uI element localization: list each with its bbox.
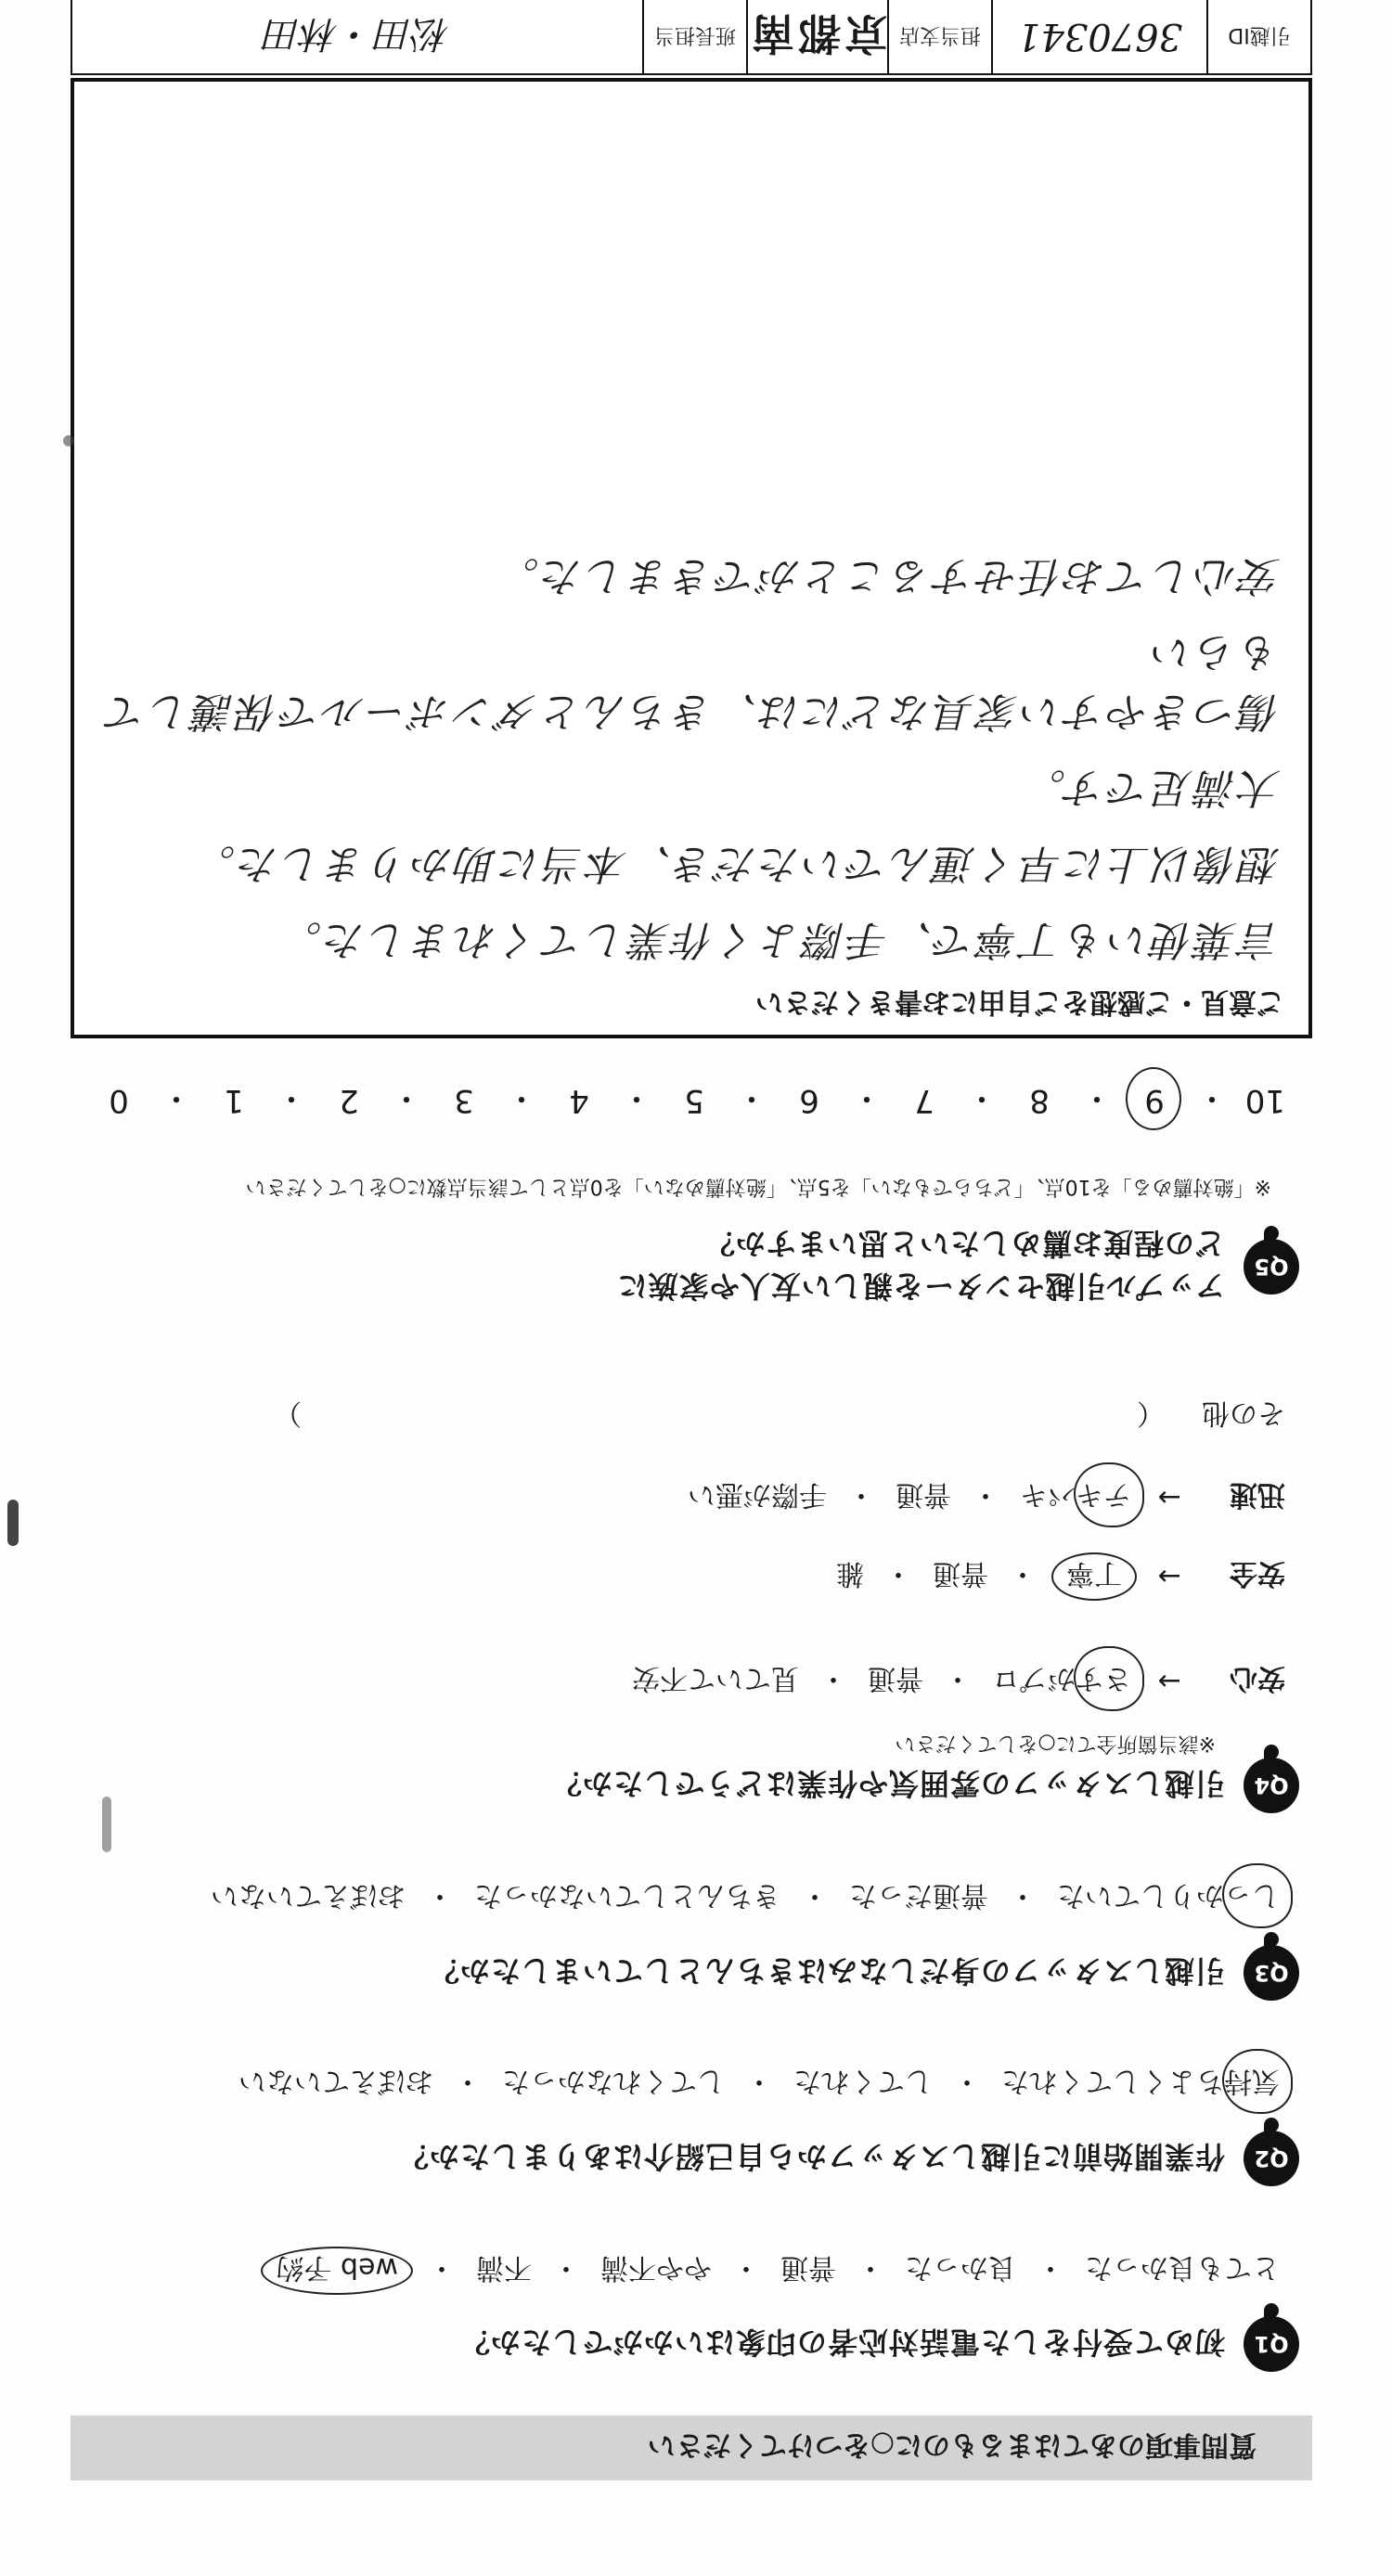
arrow-icon: → [1157,1560,1181,1593]
scan-speck [63,435,74,446]
comment-line: 想像以上に早く運んでいただき、本当に助かりました。 [191,840,1281,887]
q5-score[interactable]: 4 [569,1082,589,1120]
q4-note: ※該当箇所全てに○をしてください [895,1732,1216,1755]
q4-option[interactable]: 普通 [868,1662,923,1694]
q4-option[interactable]: 普通 [896,1478,951,1511]
comment-line: 大満足です。 [1022,764,1281,811]
q3-badge: Q3 [1244,1945,1299,2001]
q5-score-selected[interactable]: 9 [1139,1083,1170,1120]
q5-question-row [617,1224,1299,1309]
q4-option-selected[interactable]: さすがプロ [986,1661,1137,1702]
q5-score[interactable]: 3 [454,1082,474,1120]
q1-option-selected[interactable]: web 予約 [261,2247,413,2295]
q4-option-selected[interactable]: テキパキ [1014,1477,1137,1518]
q4-row-label: 安心 [1230,1662,1285,1694]
q2-option[interactable]: してくれた [793,2065,933,2097]
q4-row-anzen: 安全 → 丁寧 ・ 普通 ・ 雑 [831,1556,1285,1597]
q4-other-row [274,1396,1285,1436]
q5-score[interactable]: 10 [1244,1082,1285,1120]
branch-label: 担当支店 [887,0,991,73]
instruction-bar [71,2415,1312,2480]
q1-options: とても良かった ・ 良かった ・ 普通 ・ やや不満 ・ 不満 ・ web 予約 [261,2250,1285,2291]
q4-question: 引越しスタッフの雰囲気や作業はどうでしたか？ [550,1766,1225,1801]
q5-question-line1: アップル引越センターを親しい友人や家族に [616,1269,1225,1304]
q5-score[interactable]: 6 [799,1082,819,1120]
form-header [71,0,1312,75]
q4-option[interactable]: 雑 [836,1557,864,1590]
leader-value: 松田・林田 [264,12,450,55]
scan-speck [7,1500,19,1546]
move-id-label: 引越ID [1206,0,1310,73]
q5-question-line2: どの程度お薦めしたいと思いますか？ [703,1226,1225,1261]
q4-option-selected[interactable]: 丁寧 [1051,1552,1137,1601]
q2-badge: Q2 [1244,2131,1299,2186]
q4-question-row [551,1758,1299,1813]
q1-badge: Q1 [1244,2316,1299,2372]
q3-question: 引越しスタッフの身だしなみはきちんとしていましたか？ [428,1953,1225,1989]
q5-scale: 10 ・ 9 ・ 8 ・ 7 ・ 6 ・ 5 ・ 4 ・ 3 ・ 2 ・ 1 ・ 0 [103,1078,1285,1124]
q1-option[interactable]: 普通 [780,2251,836,2284]
comment-line: 安心してお任せすることができました。 [496,552,1281,599]
q1-option[interactable]: やや不満 [600,2251,712,2284]
q2-question: 作業開始前に引越しスタッフから自己紹介はありましたか？ [397,2139,1225,2174]
q3-option[interactable]: 普通だった [849,1879,988,1912]
q2-option[interactable]: してくれなかった [502,2065,725,2097]
q4-row-jinsoku: 迅速 → テキパキ ・ 普通 ・ 手際が悪い [682,1477,1285,1518]
comment-line: 言葉使いも丁寧で、手際よく作業してくれました。 [277,916,1281,963]
q2-options: 気持ちよくしてくれた ・ してくれた ・ してくれなかった ・ おぼえていない [233,2064,1285,2105]
q1-option[interactable]: とても良かった [1085,2251,1280,2284]
comments-box[interactable] [71,78,1312,1038]
q3-option[interactable]: おぼえていない [211,1879,406,1912]
q2-option[interactable]: おぼえていない [238,2065,433,2097]
comments-title: ご意見・ご感想をご自由にお書きください [755,985,1284,1018]
q4-other-open: （ [1137,1397,1165,1429]
q5-score[interactable]: 8 [1029,1082,1050,1120]
q1-option[interactable]: 不満 [476,2251,532,2284]
q5-badge: Q5 [1244,1239,1299,1294]
q4-row-label: 迅速 [1230,1478,1285,1511]
branch-value: 京都南 [746,0,887,73]
q4-option[interactable]: 手際が悪い [688,1478,827,1511]
q1-question: 初めて受付をした電話対応者の印象はいかがでしたか？ [458,2325,1225,2360]
q4-badge: Q4 [1244,1758,1299,1813]
q4-row-label: 安全 [1230,1557,1285,1590]
q3-option[interactable]: きちんとしていなかった [474,1879,780,1912]
scan-speck [102,1797,111,1852]
q1-question-row [459,2316,1299,2372]
q3-question-row [429,1945,1299,2001]
q2-option-selected[interactable]: 気持ちよくしてくれた [996,2064,1285,2105]
q3-options: しっかりしていた ・ 普通だった ・ きちんとしていなかった ・ おぼえていない [205,1878,1285,1919]
q4-other-label: その他 [1202,1397,1285,1429]
q5-note: ※「絶対薦める」を10点、「どちらでもない」を5点、「絶対薦めない」を0点として該当点数に○をしてください [245,1175,1271,1198]
q3-option-selected[interactable]: しっかりしていた [1051,1878,1285,1919]
arrow-icon: → [1157,1665,1181,1698]
q4-option[interactable]: 見ていて不安 [632,1662,799,1694]
q5-score[interactable]: 0 [109,1082,129,1120]
q1-option[interactable]: 良かった [905,2251,1016,2284]
q5-score[interactable]: 5 [684,1082,704,1120]
q5-score[interactable]: 2 [339,1082,359,1120]
comment-line: 傷つきやすい家具などには、きちんとダンボールで保護してもらい [103,628,1281,735]
instruction-text: 質問事項のあてはまるものに○をつけてください [647,2428,1257,2461]
arrow-icon: → [1157,1481,1181,1514]
q5-score[interactable]: 7 [914,1082,934,1120]
move-id-value: 3670341 [991,0,1206,73]
q4-option[interactable]: 普通 [933,1557,988,1590]
q4-row-anshin: 安心 → さすがプロ ・ 普通 ・ 見ていて不安 [626,1661,1285,1702]
q2-question-row [398,2131,1299,2186]
q5-score[interactable]: 1 [224,1082,244,1120]
q4-other-close: ） [274,1397,302,1429]
leader-label: 班長担当 [642,0,746,73]
